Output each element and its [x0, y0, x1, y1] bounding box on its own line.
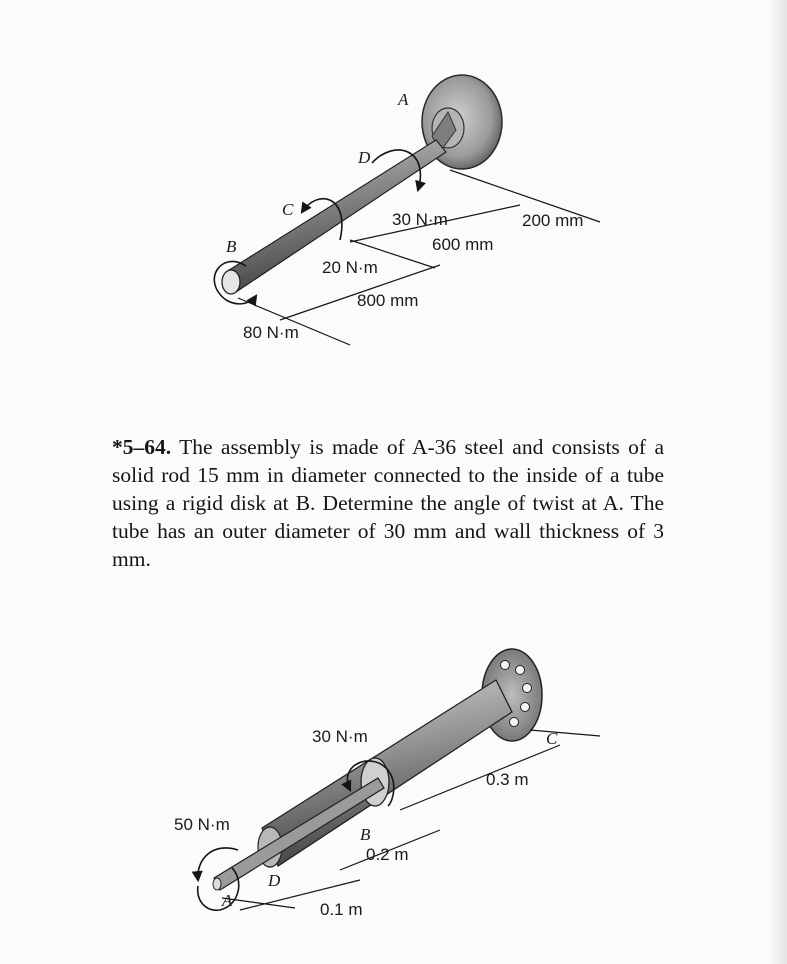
label-c: C	[546, 729, 558, 748]
label-dim-800: 800 mm	[357, 291, 419, 310]
label-dim-600: 600 mm	[432, 235, 494, 254]
label-dim-200: 200 mm	[522, 211, 584, 230]
label-c: C	[282, 200, 294, 219]
label-b: B	[226, 237, 237, 256]
label-d: D	[358, 148, 371, 167]
label-torque-80: 80 N·m	[243, 323, 299, 342]
problem-number: *5–64.	[112, 435, 172, 459]
label-dim-01: 0.1 m	[320, 900, 363, 919]
label-dim-03: 0.3 m	[486, 770, 529, 789]
label-b: B	[360, 825, 371, 844]
label-torque-50: 50 N·m	[174, 815, 230, 834]
label-a: A	[398, 90, 409, 109]
label-dim-02: 0.2 m	[366, 845, 409, 864]
label-torque-20: 20 N·m	[322, 258, 378, 277]
label-d: D	[268, 871, 281, 890]
label-a: A	[222, 891, 233, 910]
inner-rod	[214, 778, 384, 890]
label-torque-30: 30 N·m	[392, 210, 448, 229]
problem-text: The assembly is made of A-36 steel and consists of a solid rod 15 mm in diameter connected to the inside of a tube using a rigid disk at B. Determine the angle of twist at A. The tube has an outer diameter of 30 mm and wall thickness of 3 mm.	[112, 435, 664, 571]
dim-ext-c	[530, 730, 600, 736]
rod-end-a	[213, 878, 221, 890]
label-torque-30: 30 N·m	[312, 727, 368, 746]
